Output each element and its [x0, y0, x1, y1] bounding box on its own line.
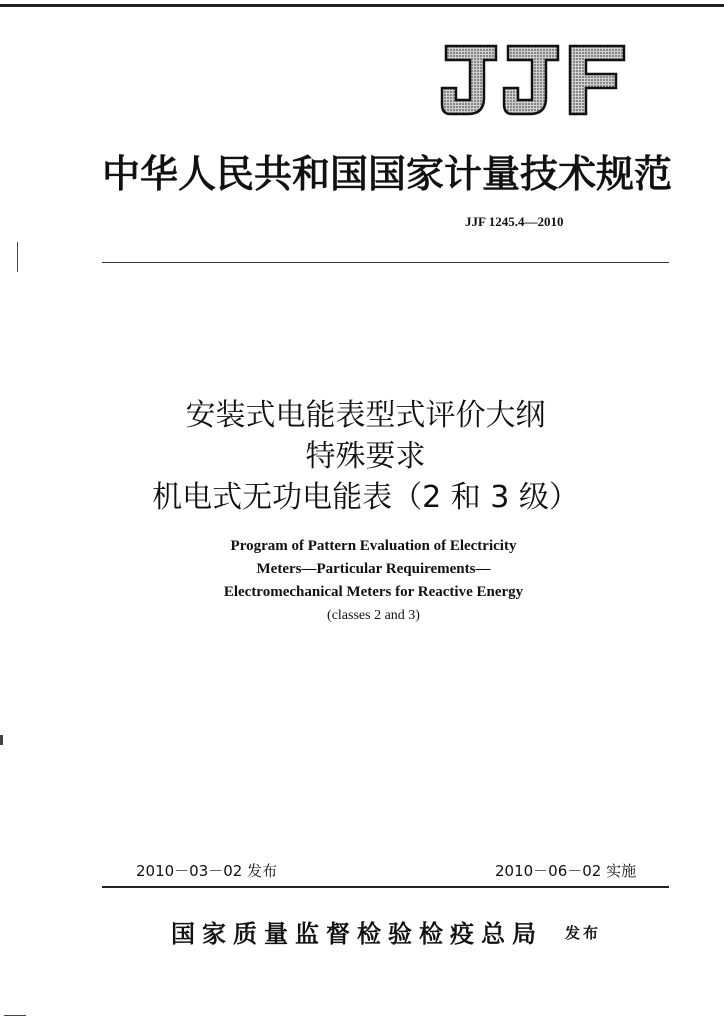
- scan-margin-mark: [0, 735, 3, 745]
- standard-number: JJF 1245.4—2010: [465, 214, 564, 229]
- english-title-line-1: Program of Pattern Evaluation of Electricity: [230, 538, 517, 554]
- english-title-line-2: Meters—Particular Requirements—: [256, 561, 491, 577]
- top-border-rule: [0, 4, 724, 7]
- chinese-title-line-3: 机电式无功电能表（2 和 3 级）: [152, 480, 579, 515]
- footer-divider: [102, 886, 669, 888]
- jjf-logo-text: JJF: [533, 118, 535, 119]
- scan-margin-mark: [4, 1015, 26, 1016]
- header-divider: [102, 262, 669, 263]
- publisher-name: 国家质量监督检验检疫总局: [171, 919, 543, 948]
- english-title-classes: (classes 2 and 3): [327, 608, 420, 623]
- english-title-line-3: Electromechanical Meters for Reactive Energy: [223, 584, 524, 600]
- jjf-logo: [438, 40, 628, 120]
- effective-date: 2010－06－02 实施: [495, 862, 637, 880]
- chinese-title-line-1: 安装式电能表型式评价大纲: [185, 398, 546, 433]
- standard-type-heading: 中华人民共和国国家计量技术规范: [102, 151, 673, 196]
- publisher-suffix: 发布: [565, 924, 602, 942]
- chinese-title-line-2: 特殊要求: [305, 439, 426, 474]
- scan-margin-mark: [17, 242, 18, 272]
- issue-date: 2010－03－02 发布: [136, 862, 278, 880]
